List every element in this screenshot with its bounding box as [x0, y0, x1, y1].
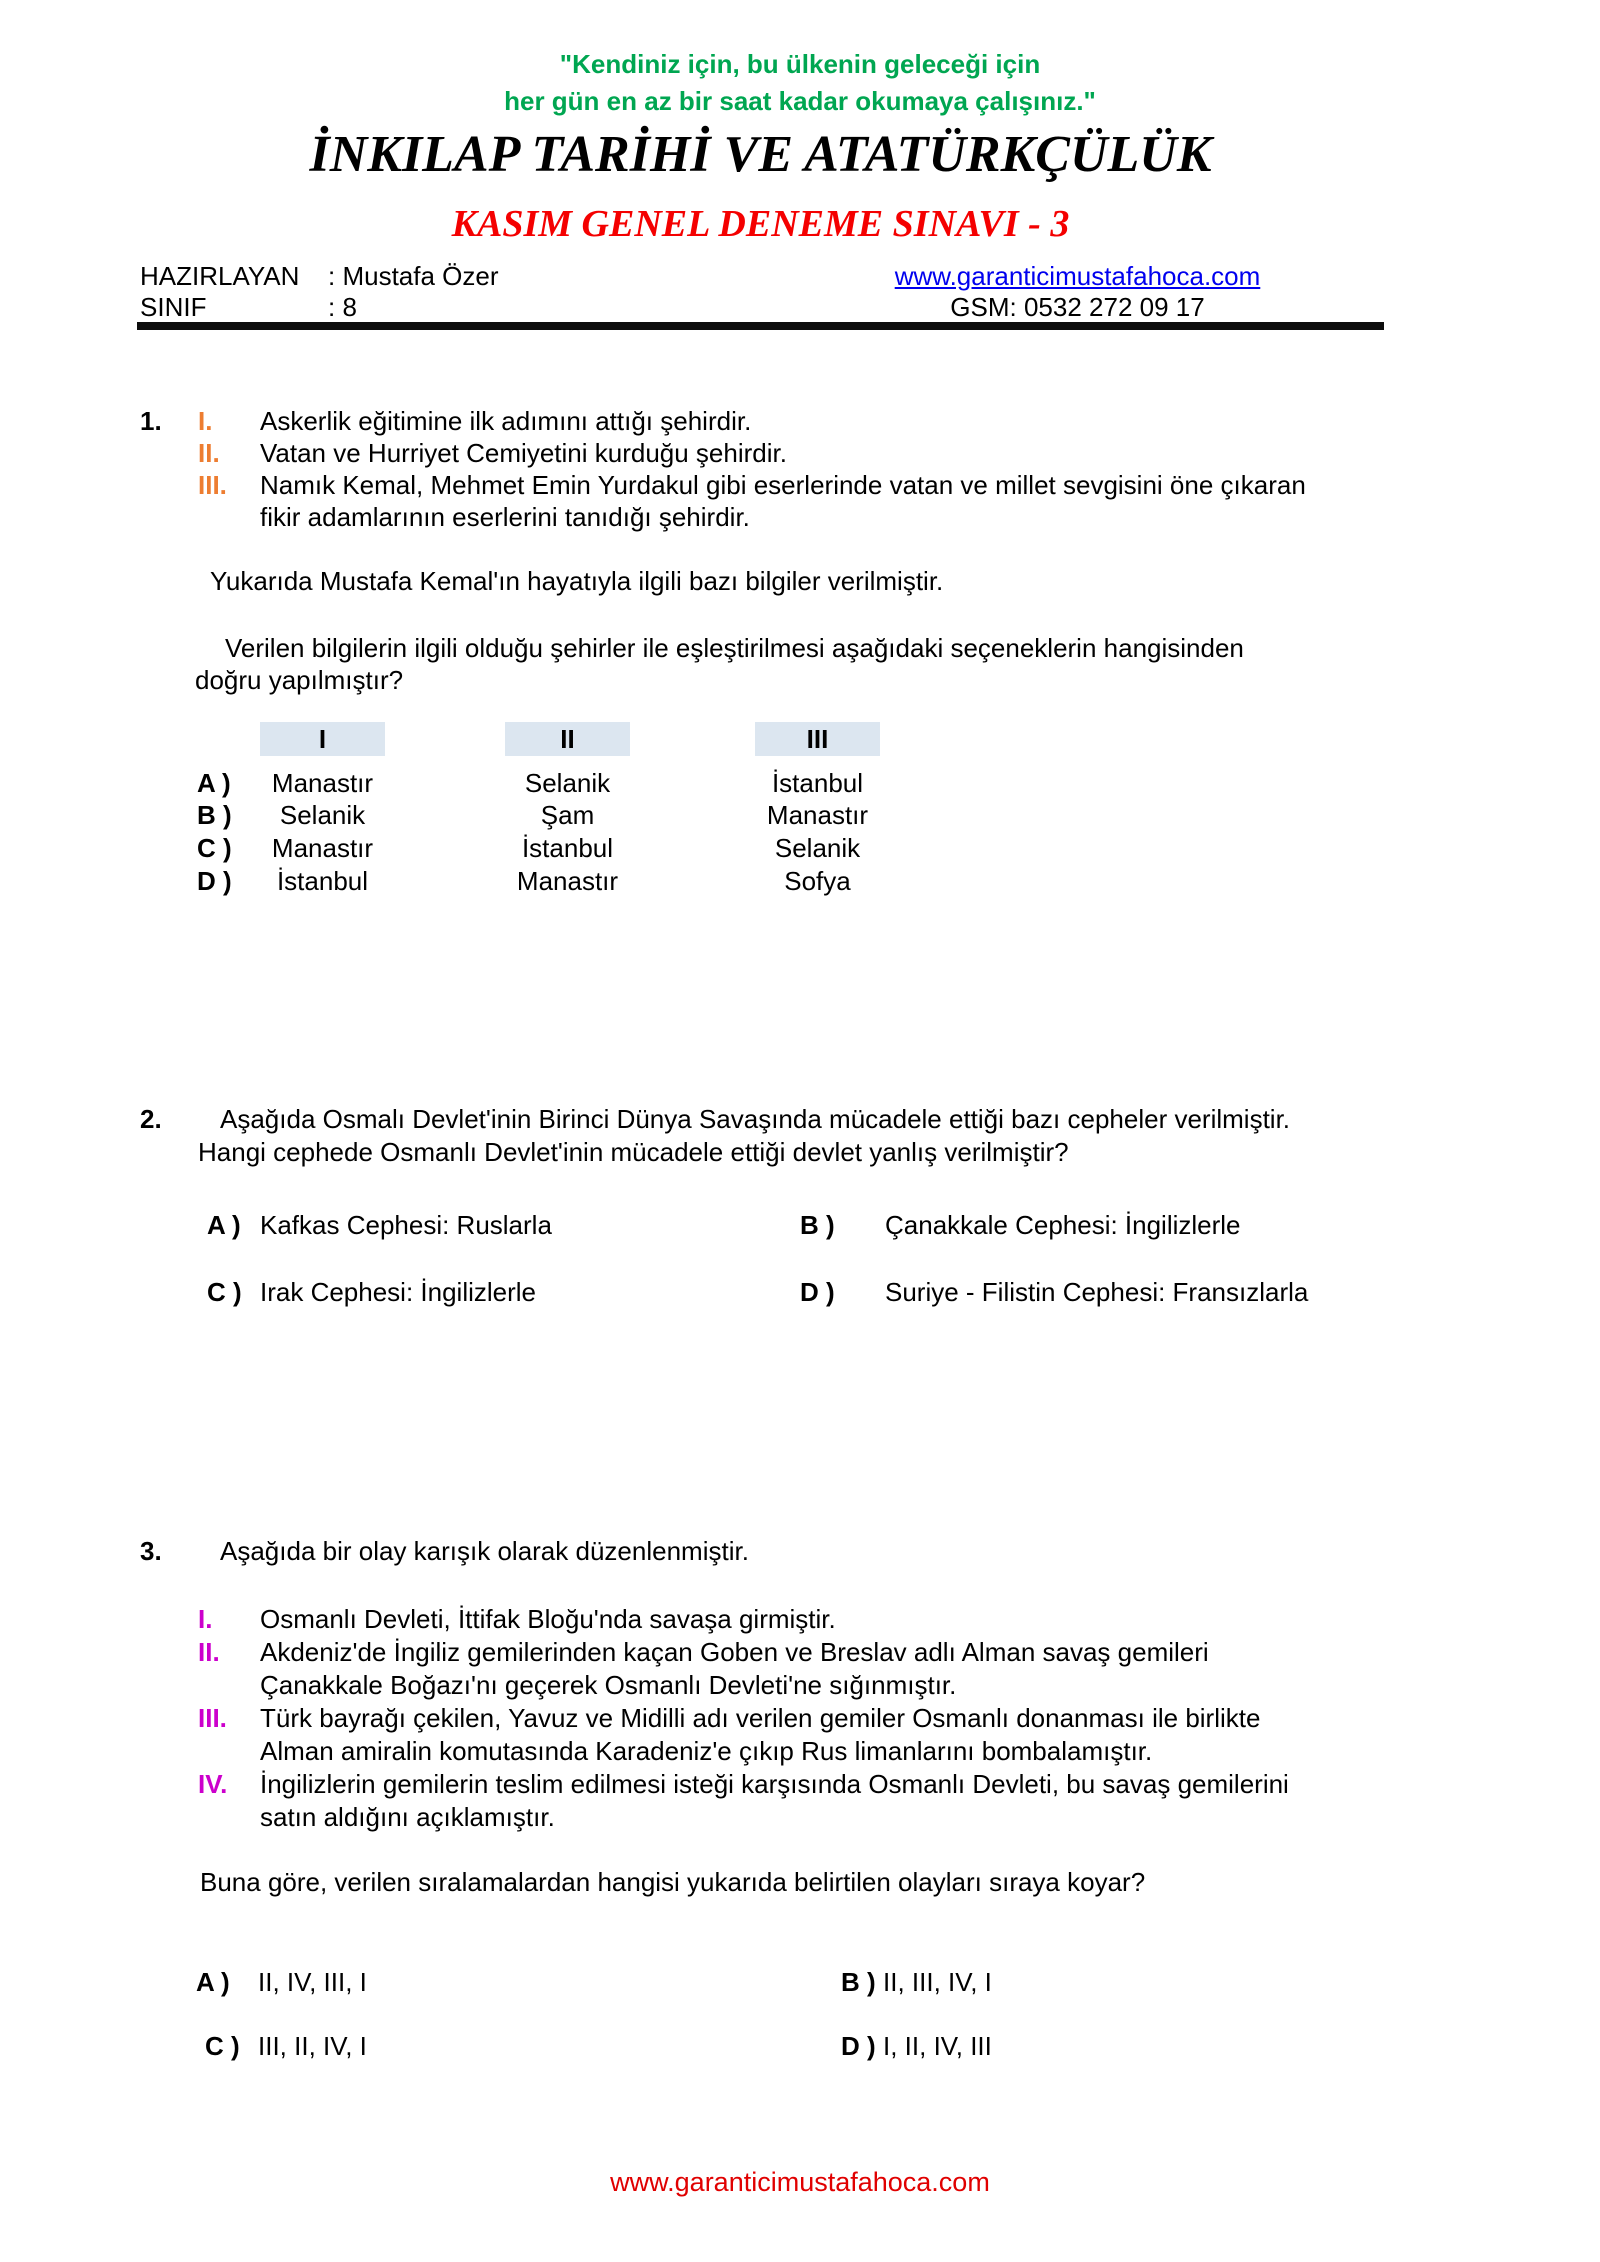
q3-option-d	[841, 2030, 992, 2062]
item-text: Vatan ve Hurriyet Cemiyetini kurduğu şehirdir.	[260, 438, 787, 468]
question-text-line: Verilen bilgilerin ilgili olduğu şehirler ile eşleştirilmesi aşağıdaki seçeneklerin hangisinden	[225, 633, 1244, 663]
question-2-number: 2.	[140, 1104, 162, 1134]
question-1-statement: Yukarıda Mustafa Kemal'ın hayatıyla ilgili bazı bilgiler verilmiştir.	[210, 566, 944, 596]
header-divider	[137, 322, 1384, 330]
option-text: III, II, IV, I	[258, 2031, 367, 2061]
option-label: B )	[800, 1210, 835, 1240]
option-label: D )	[800, 1277, 835, 1307]
gsm-number: GSM: 0532 272 09 17	[950, 292, 1205, 322]
question-2-text	[198, 1103, 1408, 1169]
table-cell: İstanbul	[771, 768, 864, 798]
table-cell: Selanik	[524, 768, 611, 798]
page-title: İNKILAP TARİHİ VE ATATÜRKÇÜLÜK	[309, 126, 1212, 183]
quote-line-2: her gün en az bir saat kadar okumaya çalışınız."	[504, 86, 1096, 116]
exam-subtitle: KASIM GENEL DENEME SINAVI - 3	[451, 203, 1070, 245]
prepared-by-value: : Mustafa Özer	[328, 261, 499, 291]
option-label: D )	[841, 2031, 876, 2061]
option-label: B )	[197, 800, 232, 830]
item-numeral: III.	[198, 470, 227, 500]
list-item	[198, 405, 1306, 437]
prepared-by-label: HAZIRLAYAN	[140, 261, 300, 291]
footer-website: www.garanticimustafahoca.com	[610, 2167, 990, 2197]
item-numeral: II.	[198, 438, 220, 468]
option-label: A )	[197, 768, 231, 798]
option-text: Çanakkale Cephesi: İngilizlerle	[885, 1210, 1241, 1240]
q2-option-d	[800, 1276, 1308, 1308]
table-cell: İstanbul	[521, 833, 614, 863]
item-numeral: III.	[198, 1703, 227, 1733]
question-3-text: Aşağıda bir olay karışık olarak düzenlenmiştir.	[220, 1536, 749, 1566]
list-item	[198, 469, 1306, 533]
class-label: SINIF	[140, 292, 207, 322]
table-header-I: I	[260, 722, 385, 756]
list-item	[198, 1603, 1289, 1636]
item-text: Askerlik eğitimine ilk adımını attığı şehirdir.	[260, 406, 752, 436]
q2-option-c	[207, 1276, 536, 1308]
question-3-number: 3.	[140, 1536, 162, 1566]
option-label: C )	[207, 1277, 242, 1307]
table-cell: Şam	[540, 800, 595, 830]
option-text: I, II, IV, III	[883, 2031, 992, 2061]
question-1-number: 1.	[140, 406, 162, 436]
class-value: : 8	[328, 292, 357, 322]
option-label: D )	[197, 866, 232, 896]
list-item	[198, 1768, 1289, 1834]
question-3-items	[198, 1603, 1289, 1834]
item-text: Akdeniz'de İngiliz gemilerinden kaçan Goben ve Breslav adlı Alman savaş gemileri	[260, 1637, 1209, 1667]
question-text-line: Hangi cephede Osmanlı Devlet'inin mücadele ettiği devlet yanlış verilmiştir?	[198, 1137, 1069, 1167]
option-label: B )	[841, 1967, 876, 1997]
q1-answer-table	[140, 722, 940, 902]
option-text: Suriye - Filistin Cephesi: Fransızlarla	[885, 1277, 1309, 1307]
quote-line-1: "Kendiniz için, bu ülkenin geleceği için	[559, 49, 1041, 79]
q2-option-a	[207, 1209, 552, 1241]
q2-option-b	[800, 1209, 1241, 1241]
item-text: İngilizlerin gemilerin teslim edilmesi isteği karşısında Osmanlı Devleti, bu savaş gemilerini	[260, 1769, 1289, 1799]
question-3-statement: Buna göre, verilen sıralamalardan hangisi yukarıda belirtilen olayları sıraya koyar?	[200, 1867, 1146, 1897]
list-item	[198, 1636, 1289, 1702]
item-numeral: I.	[198, 406, 213, 436]
exam-info-right	[880, 261, 1275, 323]
class-line	[140, 292, 840, 323]
table-cell: Manastır	[516, 866, 619, 896]
list-item	[198, 437, 1306, 469]
item-numeral: II.	[198, 1637, 220, 1667]
list-item	[198, 1702, 1289, 1768]
item-text: Alman amiralin komutasında Karadeniz'e çıkıp Rus limanlarını bombalamıştır.	[260, 1736, 1153, 1766]
question-text-line: doğru yapılmıştır?	[195, 665, 404, 695]
option-label: A )	[207, 1210, 241, 1240]
table-cell: Selanik	[279, 800, 366, 830]
website-link[interactable]: www.garanticimustafahoca.com	[894, 261, 1261, 291]
item-numeral: I.	[198, 1604, 213, 1634]
table-cell: Manastır	[271, 833, 374, 863]
option-text: II, IV, III, I	[258, 1967, 367, 1997]
table-cell: Manastır	[271, 768, 374, 798]
motivational-quote	[0, 46, 1600, 120]
option-label: A )	[196, 1967, 230, 1997]
item-text: satın aldığını açıklamıştır.	[260, 1802, 555, 1832]
option-text: II, III, IV, I	[883, 1967, 992, 1997]
prepared-by-line	[140, 261, 840, 292]
q3-option-a	[196, 1966, 367, 1998]
question-text-line: Aşağıda Osmalı Devlet'inin Birinci Dünya Savaşında mücadele ettiği bazı cepheler verilmiştir.	[220, 1104, 1291, 1134]
option-label: C )	[197, 833, 232, 863]
q3-option-c	[205, 2030, 367, 2062]
table-header-II: II	[505, 722, 630, 756]
q3-option-b	[841, 1966, 992, 1998]
item-text: Osmanlı Devleti, İttifak Bloğu'nda savaşa girmiştir.	[260, 1604, 836, 1634]
table-cell: İstanbul	[276, 866, 369, 896]
item-numeral: IV.	[198, 1769, 228, 1799]
option-text: Irak Cephesi: İngilizlerle	[260, 1277, 537, 1307]
item-text: fikir adamlarının eserlerini tanıdığı şehirdir.	[260, 502, 750, 532]
question-1-items	[198, 405, 1306, 533]
table-cell: Selanik	[774, 833, 861, 863]
option-label: C )	[205, 2031, 240, 2061]
item-text: Türk bayrağı çekilen, Yavuz ve Midilli adı verilen gemiler Osmanlı donanması ile birlikte	[260, 1703, 1261, 1733]
item-text: Çanakkale Boğazı'nı geçerek Osmanlı Devleti'ne sığınmıştır.	[260, 1670, 957, 1700]
exam-info-left	[140, 261, 840, 323]
table-cell: Manastır	[766, 800, 869, 830]
item-text: Namık Kemal, Mehmet Emin Yurdakul gibi eserlerinde vatan ve millet sevgisini öne çıkaran	[260, 470, 1306, 500]
question-1-question	[195, 632, 1244, 696]
table-cell: Sofya	[784, 866, 851, 896]
table-header-III: III	[755, 722, 880, 756]
option-text: Kafkas Cephesi: Ruslarla	[260, 1210, 552, 1240]
